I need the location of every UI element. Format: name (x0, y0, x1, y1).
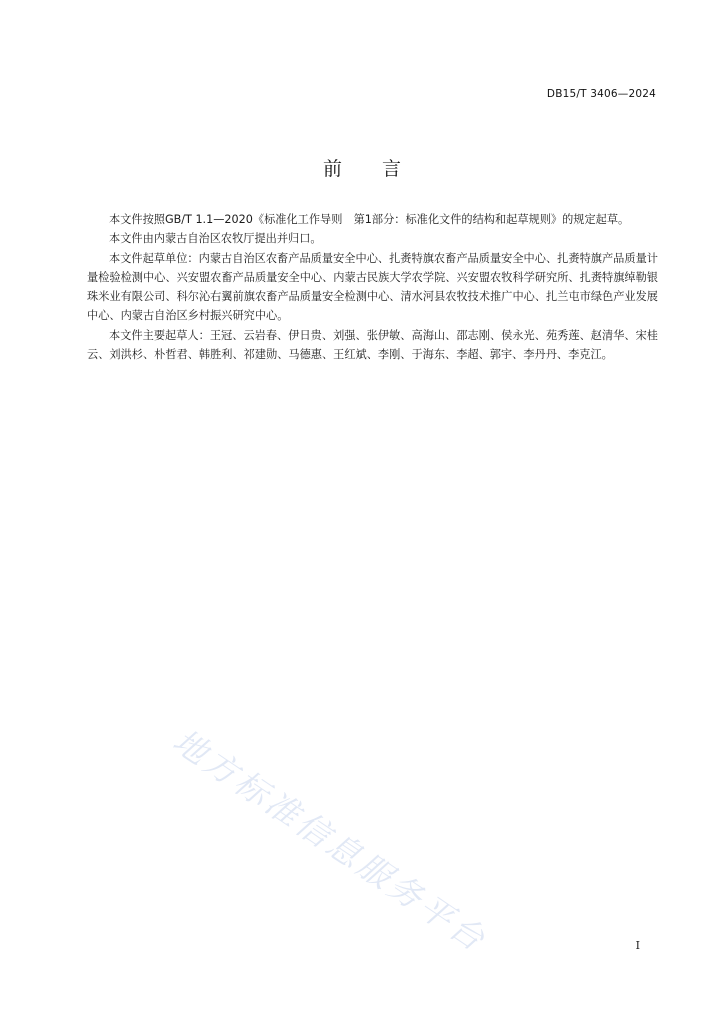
paragraph-proposer: 本文件由内蒙古自治区农牧厅提出并归口。 (109, 232, 322, 246)
document-code: DB15/T 3406—2024 (546, 88, 656, 100)
document-body (87, 210, 658, 364)
watermark: 地方标准信息服务平台 (165, 720, 495, 961)
paragraph-drafters: 本文件主要起草人：王冠、云岩春、伊日贵、刘强、张伊敏、高海山、邵志刚、侯永光、苑秀莲、赵清华、宋桂云、刘洪杉、朴哲君、韩胜利、祁建勋、马德惠、王红斌、李刚、于海东、李超、郭宇、李丹丹、李克江。 (87, 328, 658, 362)
page-title: 前言 (322, 158, 441, 180)
paragraph-drafting-units: 本文件起草单位：内蒙古自治区农畜产品质量安全中心、扎赉特旗农畜产品质量安全中心、扎赉特旗产品质量计量检验检测中心、兴安盟农畜产品质量安全中心、内蒙古民族大学农学院、兴安盟农牧科学研究所、扎赉特旗绰勒银珠米业有限公司、科尔沁右翼前旗农畜产品质量安全检测中心、清水河县农牧技术推广中心、扎兰屯市绿色产业发展中心、内蒙古自治区乡村振兴研究中心。 (87, 251, 658, 323)
paragraph-drafting-basis: 本文件按照GB/T 1.1—2020《标准化工作导则 第1部分：标准化文件的结构和起草规则》的规定起草。 (109, 213, 630, 226)
page-number: I (635, 939, 640, 952)
